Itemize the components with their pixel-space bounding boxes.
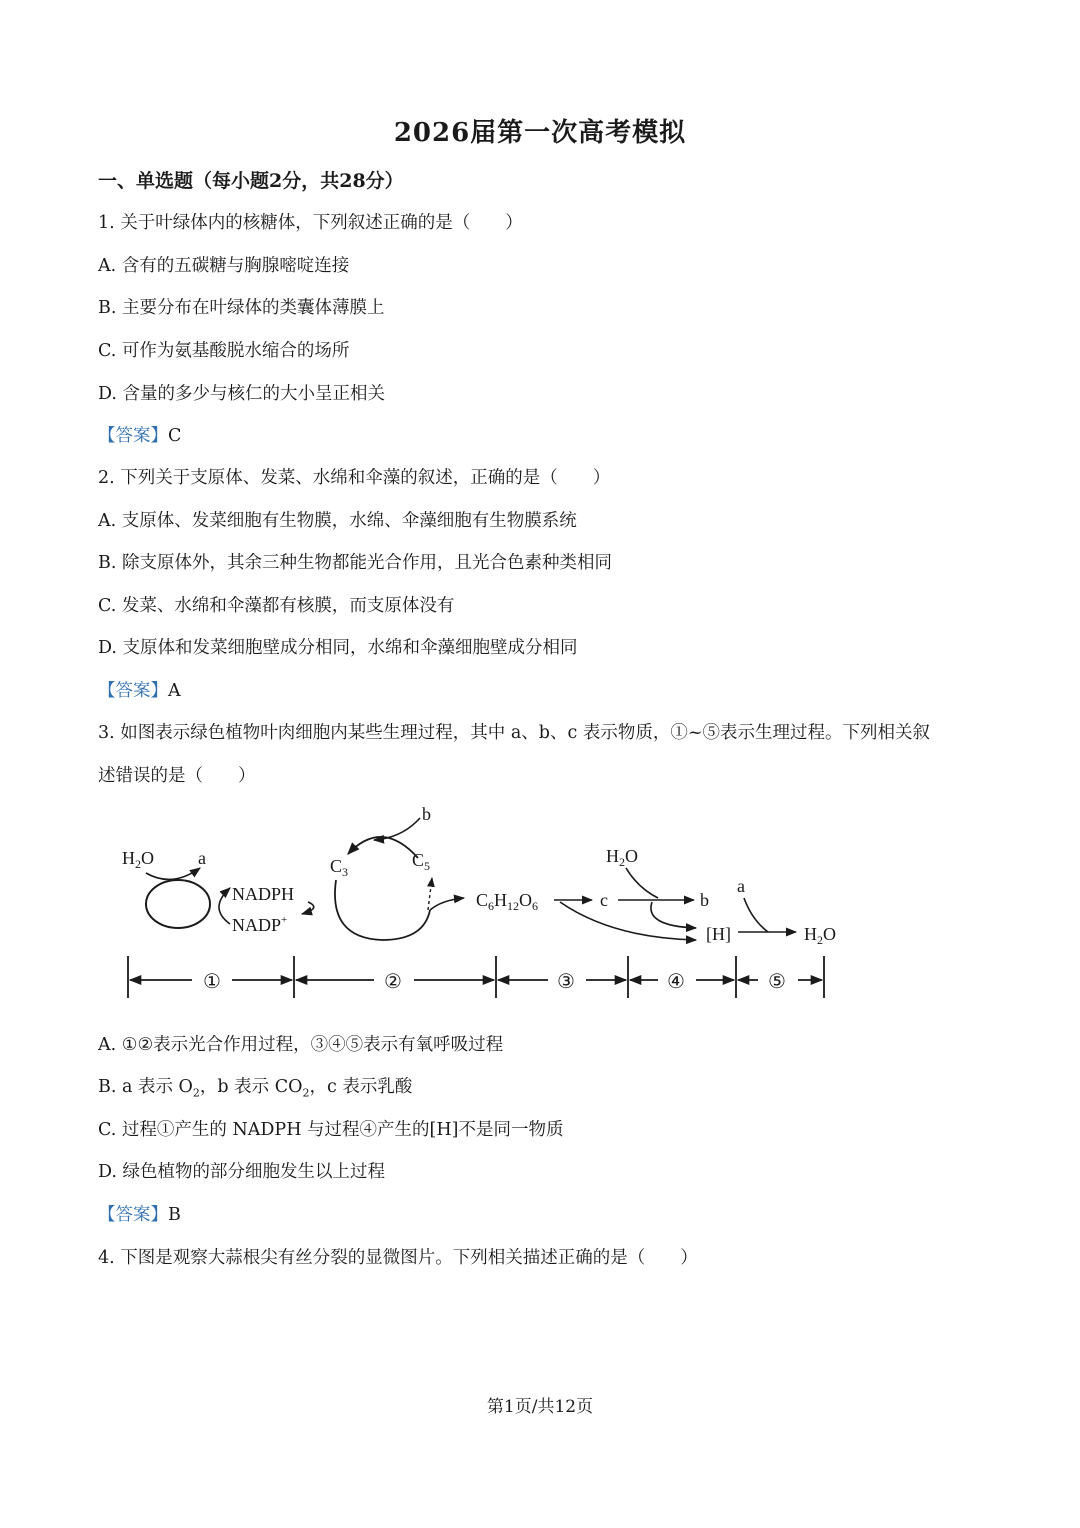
h2o-label-1: $H_2O$ bbox=[122, 848, 154, 871]
glucose-out-arrow bbox=[430, 898, 464, 910]
question-1-option-c: C. 可作为氨基酸脱水缩合的场所 bbox=[98, 341, 350, 361]
question-3-stem-line1: 3. 如图表示绿色植物叶肉细胞内某些生理过程，其中 a、b、c 表示物质，①~⑤表示生理过程。下列相关叙 bbox=[98, 723, 930, 743]
metabolism-diagram bbox=[112, 798, 852, 1008]
page-footer: 第1页/共12页 bbox=[486, 1397, 594, 1417]
question-2-answer bbox=[98, 677, 181, 702]
question-2-stem: 2. 下列关于支原体、发菜、水绵和伞藻的叙述，正确的是（ ） bbox=[98, 468, 611, 488]
section-heading: 一、单选题（每小题2分，共28分） bbox=[98, 170, 404, 192]
question-3-stem-line2: 述错误的是（ ） bbox=[98, 766, 256, 786]
h2o-label-3: $H_2O$ bbox=[804, 924, 836, 947]
page-title: 2026届第一次高考模拟 bbox=[393, 118, 687, 148]
b-label-2: b bbox=[700, 890, 709, 910]
nadph-cycle-arrow bbox=[219, 888, 230, 924]
a-label-2: a bbox=[737, 876, 745, 896]
c5-to-c3-arrow bbox=[348, 837, 418, 858]
b-label-1: b bbox=[422, 804, 431, 824]
regeneration-arrow bbox=[428, 878, 432, 910]
question-1-answer bbox=[98, 422, 181, 447]
answer-label: 【答案】 bbox=[98, 1205, 168, 1225]
c-to-h-arrow bbox=[651, 902, 696, 928]
oxygen-in-arrow bbox=[744, 898, 768, 932]
glucose-to-h-arrow bbox=[560, 902, 696, 940]
question-2-option-c: C. 发菜、水绵和伞藻都有核膜，而支原体没有 bbox=[98, 596, 455, 616]
nadp-label: NADP+ bbox=[232, 914, 288, 935]
c5-label: $C_5$ bbox=[412, 850, 431, 873]
question-2-option-a: A. 支原体、发菜细胞有生物膜，水绵、伞藻细胞有生物膜系统 bbox=[98, 511, 577, 531]
question-3-option-a: A. ①②表示光合作用过程，③④⑤表示有氧呼吸过程 bbox=[98, 1035, 504, 1055]
water-join-arrow bbox=[626, 868, 658, 898]
answer-value: C bbox=[168, 426, 182, 446]
question-1-option-d: D. 含量的多少与核仁的大小呈正相关 bbox=[98, 384, 386, 404]
question-3-answer bbox=[98, 1201, 181, 1226]
question-3-option-c: C. 过程①产生的 NADPH 与过程④产生的[H]不是同一物质 bbox=[98, 1120, 564, 1140]
stage-5-label: ⑤ bbox=[768, 971, 786, 993]
question-1-option-b: B. 主要分布在叶绿体的类囊体薄膜上 bbox=[98, 298, 385, 318]
stage-3-label: ③ bbox=[557, 971, 575, 993]
h-bracket-label: [H] bbox=[706, 924, 731, 944]
question-3-option-d: D. 绿色植物的部分细胞发生以上过程 bbox=[98, 1162, 386, 1182]
answer-label: 【答案】 bbox=[98, 426, 168, 446]
question-4-stem: 4. 下图是观察大蒜根尖有丝分裂的显微图片。下列相关描述正确的是（ ） bbox=[98, 1248, 698, 1268]
calvin-arc bbox=[335, 880, 430, 940]
answer-value: B bbox=[168, 1205, 181, 1225]
answer-value: A bbox=[168, 681, 181, 701]
nadph-to-nadp-arrow bbox=[302, 902, 314, 914]
stage-4-label: ④ bbox=[667, 971, 685, 993]
glucose-label: $C_6H_{12}O_6$ bbox=[476, 890, 539, 913]
question-1-stem: 1. 关于叶绿体内的核糖体，下列叙述正确的是（ ） bbox=[98, 213, 523, 233]
answer-label: 【答案】 bbox=[98, 681, 168, 701]
a-label-1: a bbox=[198, 848, 206, 868]
split-arrow bbox=[146, 868, 200, 879]
question-2-option-d: D. 支原体和发菜细胞壁成分相同，水绵和伞藻细胞壁成分相同 bbox=[98, 638, 578, 658]
stage-ruler bbox=[128, 956, 824, 998]
c-label: c bbox=[600, 890, 608, 910]
question-2-option-b: B. 除支原体外，其余三种生物都能光合作用，且光合色素种类相同 bbox=[98, 553, 612, 573]
stage-2-label: ② bbox=[384, 971, 402, 993]
nadph-label: NADPH bbox=[232, 884, 295, 904]
question-3-option-b: B. a 表示 $O_2$，b 表示 $CO_2$，c 表示乳酸 bbox=[98, 1077, 413, 1100]
c3-label: $C_3$ bbox=[330, 856, 349, 879]
stage-1-label: ① bbox=[203, 971, 221, 993]
question-1-option-a: A. 含有的五碳糖与胸腺嘧啶连接 bbox=[98, 256, 350, 276]
thylakoid-ellipse bbox=[146, 880, 210, 928]
h2o-label-2: $H_2O$ bbox=[606, 846, 638, 869]
